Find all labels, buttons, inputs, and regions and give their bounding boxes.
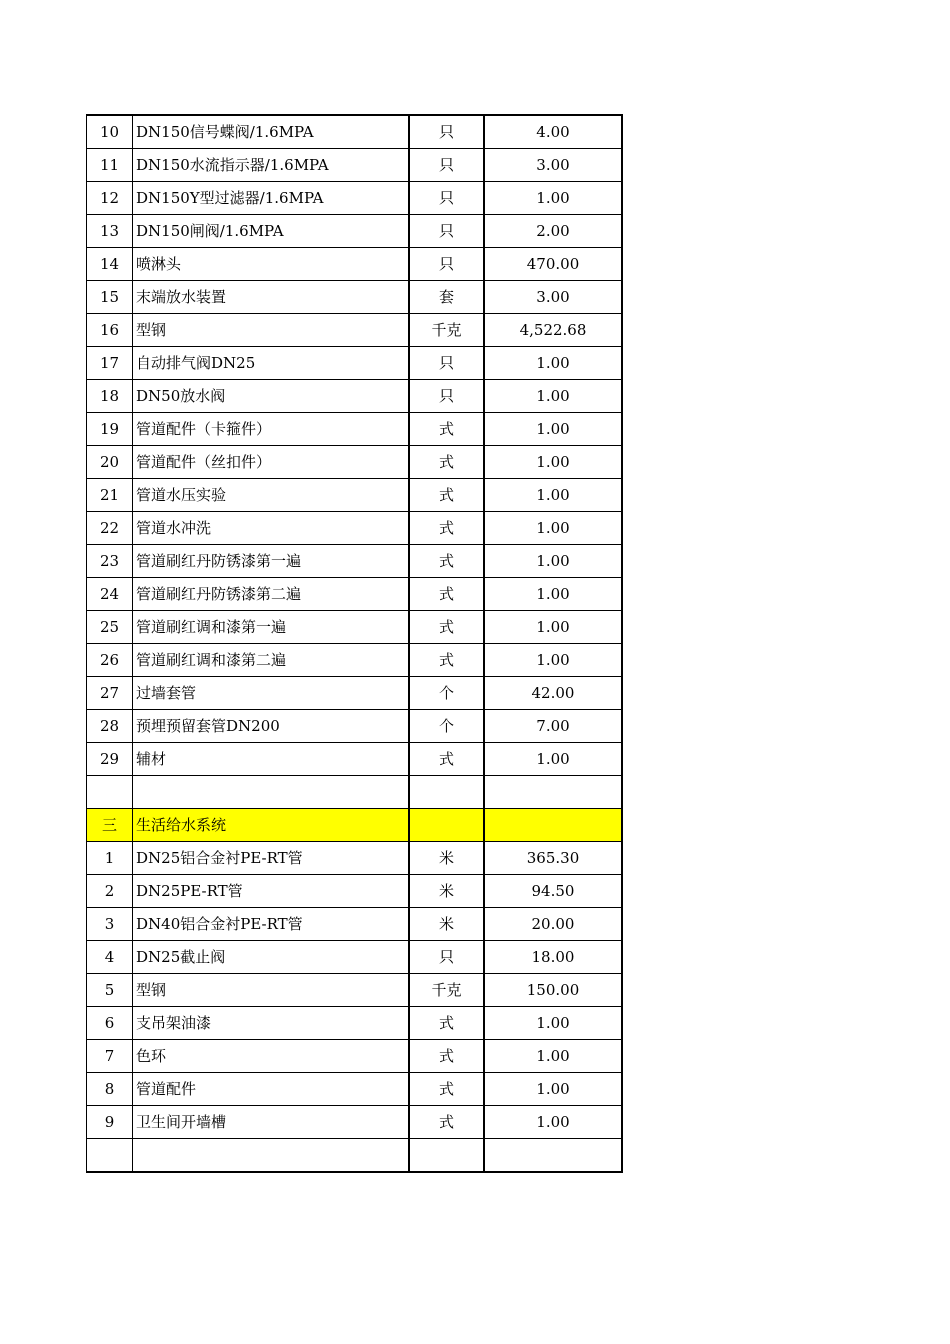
quantity-cell[interactable]: 1.00 [484,512,622,545]
unit-cell[interactable]: 式 [409,743,484,776]
quantity-cell[interactable]: 3.00 [484,149,622,182]
row-number-cell[interactable]: 9 [87,1106,133,1139]
unit-cell[interactable]: 只 [409,149,484,182]
table-row [87,776,623,809]
table-row [87,314,623,347]
item-name-cell[interactable]: 管道配件（卡箍件） [133,413,410,446]
row-number-cell[interactable]: 20 [87,446,133,479]
item-name-cell[interactable]: 管道刷红调和漆第二遍 [133,644,410,677]
unit-cell[interactable]: 米 [409,842,484,875]
table-row [87,974,623,1007]
unit-cell[interactable]: 式 [409,1040,484,1073]
quantity-cell[interactable]: 1.00 [484,446,622,479]
unit-cell[interactable]: 个 [409,710,484,743]
unit-cell[interactable]: 式 [409,512,484,545]
table-row [87,677,623,710]
quantity-cell[interactable]: 1.00 [484,1073,622,1106]
quantity-cell[interactable]: 1.00 [484,578,622,611]
quantity-cell[interactable]: 2.00 [484,215,622,248]
unit-cell[interactable]: 式 [409,1007,484,1040]
row-number-cell[interactable]: 29 [87,743,133,776]
row-number-cell[interactable]: 14 [87,248,133,281]
item-name-cell[interactable]: 型钢 [133,974,410,1007]
unit-cell[interactable]: 式 [409,446,484,479]
table-row [87,1106,623,1139]
quantity-cell[interactable]: 1.00 [484,380,622,413]
row-number-cell[interactable]: 三 [87,809,133,842]
row-number-cell[interactable]: 23 [87,545,133,578]
item-name-cell[interactable]: 管道刷红丹防锈漆第二遍 [133,578,410,611]
item-name-cell[interactable]: 管道刷红丹防锈漆第一遍 [133,545,410,578]
unit-cell[interactable]: 式 [409,1073,484,1106]
unit-cell[interactable]: 米 [409,875,484,908]
row-number-cell[interactable]: 24 [87,578,133,611]
unit-cell[interactable]: 只 [409,941,484,974]
row-number-cell[interactable] [87,1139,133,1173]
table-row [87,380,623,413]
row-number-cell[interactable]: 22 [87,512,133,545]
table-row [87,941,623,974]
item-name-cell[interactable]: 预埋预留套管DN200 [133,710,410,743]
unit-cell[interactable]: 只 [409,182,484,215]
item-name-cell[interactable]: 管道刷红调和漆第一遍 [133,611,410,644]
unit-cell[interactable]: 套 [409,281,484,314]
unit-cell[interactable]: 式 [409,413,484,446]
unit-cell[interactable]: 只 [409,347,484,380]
item-name-cell[interactable]: DN25截止阀 [133,941,410,974]
item-name-cell[interactable]: 管道水冲洗 [133,512,410,545]
table-row [87,479,623,512]
item-name-cell[interactable]: 管道水压实验 [133,479,410,512]
quantity-cell[interactable]: 1.00 [484,545,622,578]
row-number-cell[interactable]: 12 [87,182,133,215]
table-row [87,413,623,446]
row-number-cell[interactable]: 27 [87,677,133,710]
bill-of-quantities-table [86,114,623,1173]
table-row [87,611,623,644]
row-number-cell[interactable]: 2 [87,875,133,908]
unit-cell[interactable]: 只 [409,248,484,281]
unit-cell[interactable]: 个 [409,677,484,710]
item-name-cell[interactable]: 色环 [133,1040,410,1073]
quantity-cell[interactable]: 20.00 [484,908,622,941]
unit-cell[interactable] [409,809,484,842]
item-name-cell[interactable]: 末端放水装置 [133,281,410,314]
row-number-cell[interactable]: 13 [87,215,133,248]
row-number-cell[interactable]: 3 [87,908,133,941]
quantity-cell[interactable] [484,776,622,809]
row-number-cell[interactable]: 5 [87,974,133,1007]
quantity-cell[interactable]: 1.00 [484,182,622,215]
table-row [87,1007,623,1040]
quantity-cell[interactable]: 365.30 [484,842,622,875]
table-row [87,875,623,908]
unit-cell[interactable] [409,1139,484,1173]
table-row [87,512,623,545]
row-number-cell[interactable]: 16 [87,314,133,347]
quantity-cell[interactable]: 1.00 [484,413,622,446]
unit-cell[interactable]: 只 [409,115,484,149]
unit-cell[interactable]: 式 [409,545,484,578]
item-name-cell[interactable]: 过墙套管 [133,677,410,710]
quantity-cell[interactable]: 4,522.68 [484,314,622,347]
unit-cell[interactable] [409,776,484,809]
unit-cell[interactable]: 千克 [409,974,484,1007]
item-name-cell[interactable]: 支吊架油漆 [133,1007,410,1040]
item-name-cell[interactable]: 自动排气阀DN25 [133,347,410,380]
item-name-cell[interactable]: 管道配件（丝扣件） [133,446,410,479]
unit-cell[interactable]: 千克 [409,314,484,347]
quantity-cell[interactable]: 1.00 [484,1040,622,1073]
quantity-cell[interactable]: 7.00 [484,710,622,743]
item-name-cell[interactable] [133,776,410,809]
table-row [87,281,623,314]
table-row [87,578,623,611]
item-name-cell[interactable]: 生活给水系统 [133,809,410,842]
item-name-cell[interactable]: 管道配件 [133,1073,410,1106]
row-number-cell[interactable]: 8 [87,1073,133,1106]
row-number-cell[interactable]: 25 [87,611,133,644]
quantity-cell[interactable] [484,809,622,842]
item-name-cell[interactable]: DN150水流指示器/1.6MPA [133,149,410,182]
table-row [87,644,623,677]
unit-cell[interactable]: 式 [409,1106,484,1139]
table-row [87,149,623,182]
quantity-cell[interactable]: 1.00 [484,1007,622,1040]
quantity-cell[interactable]: 94.50 [484,875,622,908]
table-row [87,115,623,149]
quantity-cell[interactable]: 42.00 [484,677,622,710]
table-row [87,743,623,776]
unit-cell[interactable]: 式 [409,578,484,611]
row-number-cell[interactable] [87,776,133,809]
row-number-cell[interactable]: 7 [87,1040,133,1073]
item-name-cell[interactable]: 型钢 [133,314,410,347]
table-row [87,446,623,479]
unit-cell[interactable]: 米 [409,908,484,941]
row-number-cell[interactable]: 10 [87,115,133,149]
row-number-cell[interactable]: 17 [87,347,133,380]
quantity-cell[interactable]: 470.00 [484,248,622,281]
table-row [87,1040,623,1073]
unit-cell[interactable]: 只 [409,380,484,413]
unit-cell[interactable]: 式 [409,611,484,644]
unit-cell[interactable]: 式 [409,644,484,677]
table-row [87,347,623,380]
table-row [87,215,623,248]
item-name-cell[interactable]: DN150Y型过滤器/1.6MPA [133,182,410,215]
row-number-cell[interactable]: 28 [87,710,133,743]
table-row [87,545,623,578]
item-name-cell[interactable]: 辅材 [133,743,410,776]
item-name-cell[interactable]: DN150闸阀/1.6MPA [133,215,410,248]
item-name-cell[interactable]: DN50放水阀 [133,380,410,413]
quantity-cell[interactable]: 4.00 [484,115,622,149]
quantity-cell[interactable]: 1.00 [484,611,622,644]
item-name-cell[interactable]: 卫生间开墙槽 [133,1106,410,1139]
table-row [87,908,623,941]
table-row [87,1073,623,1106]
row-number-cell[interactable]: 4 [87,941,133,974]
item-name-cell[interactable]: DN25PE-RT管 [133,875,410,908]
row-number-cell[interactable]: 21 [87,479,133,512]
item-name-cell[interactable]: DN40铝合金衬PE-RT管 [133,908,410,941]
quantity-cell[interactable]: 150.00 [484,974,622,1007]
quantity-cell[interactable]: 3.00 [484,281,622,314]
section-header-row [87,809,623,842]
row-number-cell[interactable]: 15 [87,281,133,314]
row-number-cell[interactable]: 6 [87,1007,133,1040]
quantity-cell[interactable]: 1.00 [484,1106,622,1139]
table-row [87,710,623,743]
row-number-cell[interactable]: 19 [87,413,133,446]
table-row [87,182,623,215]
row-number-cell[interactable]: 18 [87,380,133,413]
row-number-cell[interactable]: 11 [87,149,133,182]
unit-cell[interactable]: 只 [409,215,484,248]
item-name-cell[interactable]: DN25铝合金衬PE-RT管 [133,842,410,875]
quantity-cell[interactable]: 1.00 [484,347,622,380]
table-row [87,248,623,281]
row-number-cell[interactable]: 26 [87,644,133,677]
quantity-cell[interactable]: 1.00 [484,644,622,677]
item-name-cell[interactable]: DN150信号蝶阀/1.6MPA [133,115,410,149]
row-number-cell[interactable]: 1 [87,842,133,875]
table-row [87,1139,623,1173]
quantity-cell[interactable]: 1.00 [484,743,622,776]
table-body [87,115,623,1172]
item-name-cell[interactable] [133,1139,410,1173]
quantity-cell[interactable] [484,1139,622,1173]
unit-cell[interactable]: 式 [409,479,484,512]
table-row [87,842,623,875]
quantity-cell[interactable]: 18.00 [484,941,622,974]
item-name-cell[interactable]: 喷淋头 [133,248,410,281]
quantity-cell[interactable]: 1.00 [484,479,622,512]
